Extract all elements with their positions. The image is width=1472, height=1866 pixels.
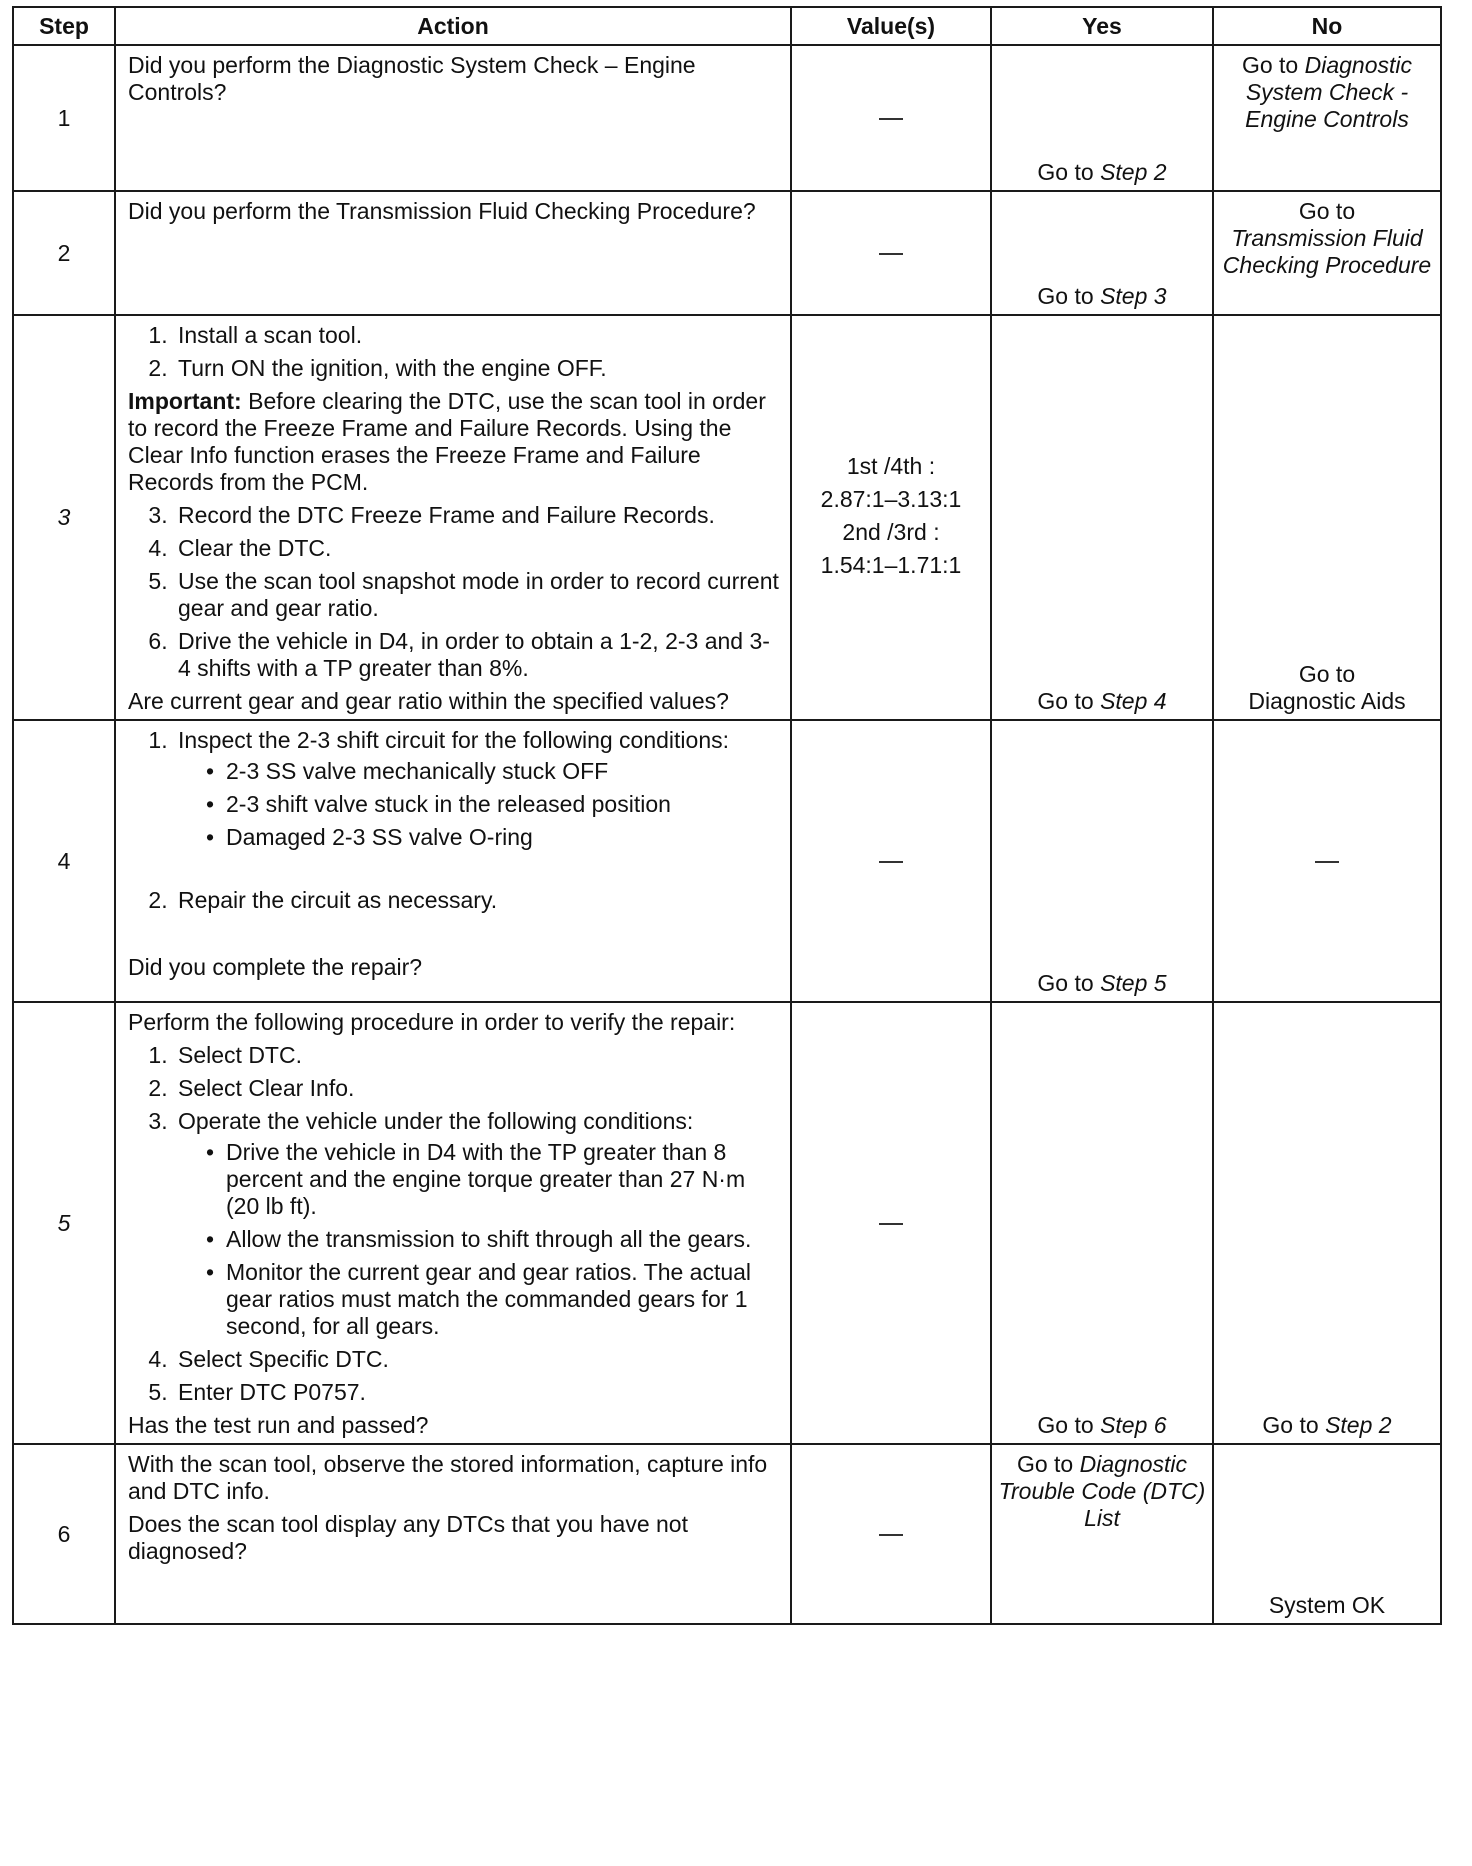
table-row-step-6 bbox=[13, 1444, 1441, 1624]
question-text: Has the test run and passed? bbox=[128, 1412, 429, 1438]
header-yes: Yes bbox=[991, 7, 1213, 45]
no-cell bbox=[1213, 1002, 1441, 1444]
action-cell bbox=[115, 315, 791, 720]
procedure-step: 6. Drive the vehicle in D4, in order to obtain a 1-2, 2-3 and 3-4 shifts with a TP greater than 8%. bbox=[174, 628, 780, 682]
value-cell bbox=[791, 1002, 991, 1444]
question-text: Does the scan tool display any DTCs that you have not diagnosed? bbox=[128, 1511, 688, 1564]
no-link[interactable]: Go to Diagnostic System Check - Engine Controls bbox=[1241, 52, 1413, 132]
no-cell bbox=[1213, 191, 1441, 315]
step-number: 6 bbox=[13, 1444, 115, 1624]
step-number: 4 bbox=[13, 720, 115, 1002]
yes-link[interactable]: Go to Step 2 bbox=[1037, 159, 1167, 185]
value-cell bbox=[791, 1444, 991, 1624]
table-row-step-4 bbox=[13, 720, 1441, 1002]
value-cell bbox=[791, 191, 991, 315]
no-cell bbox=[1213, 315, 1441, 720]
yes-cell bbox=[991, 191, 1213, 315]
procedure-step: 4. Select Specific DTC. bbox=[174, 1346, 780, 1373]
dash-placeholder bbox=[879, 1223, 903, 1225]
step-number: 1 bbox=[13, 45, 115, 191]
spec-value: 2.87:1–3.13:1 bbox=[820, 485, 962, 512]
procedure-step: 5. Enter DTC P0757. bbox=[174, 1379, 780, 1406]
no-cell bbox=[1213, 1444, 1441, 1624]
procedure-step: 1. Select DTC. bbox=[174, 1042, 780, 1069]
procedure-list bbox=[128, 322, 780, 382]
procedure-step: 2. Select Clear Info. bbox=[174, 1075, 780, 1102]
condition-item: • Drive the vehicle in D4 with the TP greater than 8 percent and the engine torque greater than 27 N·m (20 lb ft). bbox=[206, 1139, 780, 1220]
diagnostic-table bbox=[12, 6, 1442, 1625]
procedure-step: 3. Record the DTC Freeze Frame and Failure Records. bbox=[174, 502, 780, 529]
no-cell bbox=[1213, 45, 1441, 191]
spec-value: 1st /4th : bbox=[846, 452, 936, 479]
table-row-step-2 bbox=[13, 191, 1441, 315]
procedure-step: 4. Clear the DTC. bbox=[174, 535, 780, 562]
dash-placeholder bbox=[879, 118, 903, 120]
condition-item: • 2-3 SS valve mechanically stuck OFF bbox=[206, 758, 780, 785]
condition-item: • Damaged 2-3 SS valve O-ring bbox=[206, 824, 780, 851]
step-number: 3 bbox=[13, 315, 115, 720]
condition-list bbox=[178, 1139, 780, 1340]
yes-link[interactable]: Go to Step 6 bbox=[1037, 1412, 1167, 1438]
question-text: Did you complete the repair? bbox=[128, 954, 423, 980]
step-number: 5 bbox=[13, 1002, 115, 1444]
dash-placeholder bbox=[1315, 861, 1339, 863]
procedure-step: 2. Repair the circuit as necessary. bbox=[174, 887, 780, 914]
table-row-step-5 bbox=[13, 1002, 1441, 1444]
step-number: 2 bbox=[13, 191, 115, 315]
procedure-step: 1. Install a scan tool. bbox=[174, 322, 780, 349]
value-cell bbox=[791, 315, 991, 720]
spec-value: 1.54:1–1.71:1 bbox=[820, 551, 962, 578]
yes-cell bbox=[991, 45, 1213, 191]
procedure-step: 3. Operate the vehicle under the following conditions: • Drive the vehicle in D4 with the TP greater than 8 percent and the engine torque greater than 27 N·m (20 lb ft). • Allow the transmission to shift through all the gears. • Monitor the current gear and gear ratios. The actual gear ratios must match the commanded gears for 1 second, for all gears. bbox=[174, 1108, 780, 1340]
no-link[interactable]: Go to Step 2 bbox=[1262, 1412, 1392, 1438]
yes-link[interactable]: Go to Step 4 bbox=[1037, 688, 1167, 714]
procedure-list bbox=[128, 1042, 780, 1406]
no-cell bbox=[1213, 720, 1441, 1002]
condition-item: • 2-3 shift valve stuck in the released position bbox=[206, 791, 780, 818]
no-result-text: System OK bbox=[1268, 1592, 1386, 1618]
question-text: Are current gear and gear ratio within the specified values? bbox=[128, 688, 729, 714]
intro-text: Perform the following procedure in order to verify the repair: bbox=[128, 1009, 736, 1035]
action-cell bbox=[115, 191, 791, 315]
value-cell bbox=[791, 720, 991, 1002]
dash-placeholder bbox=[879, 861, 903, 863]
yes-cell bbox=[991, 720, 1213, 1002]
yes-link[interactable]: Go to Step 5 bbox=[1037, 970, 1167, 996]
header-values: Value(s) bbox=[791, 7, 991, 45]
header-row bbox=[13, 7, 1441, 45]
procedure-list bbox=[128, 887, 780, 914]
dash-placeholder bbox=[879, 253, 903, 255]
no-link[interactable]: Go to Transmission Fluid Checking Procedure bbox=[1222, 198, 1432, 278]
procedure-step: 1. Inspect the 2-3 shift circuit for the following conditions: • 2-3 SS valve mechanically stuck OFF • 2-3 shift valve stuck in the released position • Damaged 2-3 SS valve O-ring bbox=[174, 727, 780, 851]
question-text: Did you perform the Transmission Fluid Checking Procedure? bbox=[128, 198, 756, 224]
header-step: Step bbox=[13, 7, 115, 45]
procedure-step: 2. Turn ON the ignition, with the engine OFF. bbox=[174, 355, 780, 382]
action-cell bbox=[115, 1444, 791, 1624]
condition-item: • Monitor the current gear and gear ratios. The actual gear ratios must match the commanded gears for 1 second, for all gears. bbox=[206, 1259, 780, 1340]
yes-cell bbox=[991, 1002, 1213, 1444]
condition-list bbox=[178, 758, 780, 851]
condition-item: • Allow the transmission to shift through all the gears. bbox=[206, 1226, 780, 1253]
dash-placeholder bbox=[879, 1534, 903, 1536]
yes-cell bbox=[991, 315, 1213, 720]
important-note: Important: Before clearing the DTC, use the scan tool in order to record the Freeze Frame and Failure Records. Using the Clear Info function erases the Freeze Frame and Failure Records from the PCM. bbox=[128, 388, 766, 495]
procedure-step: 5. Use the scan tool snapshot mode in order to record current gear and gear ratio. bbox=[174, 568, 780, 622]
no-link[interactable]: Go to Diagnostic Aids bbox=[1248, 661, 1406, 714]
action-cell bbox=[115, 720, 791, 1002]
value-cell bbox=[791, 45, 991, 191]
action-cell bbox=[115, 1002, 791, 1444]
question-text: Did you perform the Diagnostic System Check – Engine Controls? bbox=[128, 52, 696, 105]
yes-link[interactable]: Go to Step 3 bbox=[1037, 283, 1167, 309]
yes-link[interactable]: Go to Diagnostic Trouble Code (DTC) List bbox=[998, 1451, 1206, 1531]
spec-value: 2nd /3rd : bbox=[842, 518, 940, 545]
table-row-step-1 bbox=[13, 45, 1441, 191]
action-cell bbox=[115, 45, 791, 191]
procedure-list bbox=[128, 502, 780, 682]
header-action: Action bbox=[115, 7, 791, 45]
instruction-text: With the scan tool, observe the stored information, capture info and DTC info. bbox=[128, 1451, 768, 1504]
header-no: No bbox=[1213, 7, 1441, 45]
procedure-list bbox=[128, 727, 780, 851]
yes-cell bbox=[991, 1444, 1213, 1624]
table-row-step-3 bbox=[13, 315, 1441, 720]
